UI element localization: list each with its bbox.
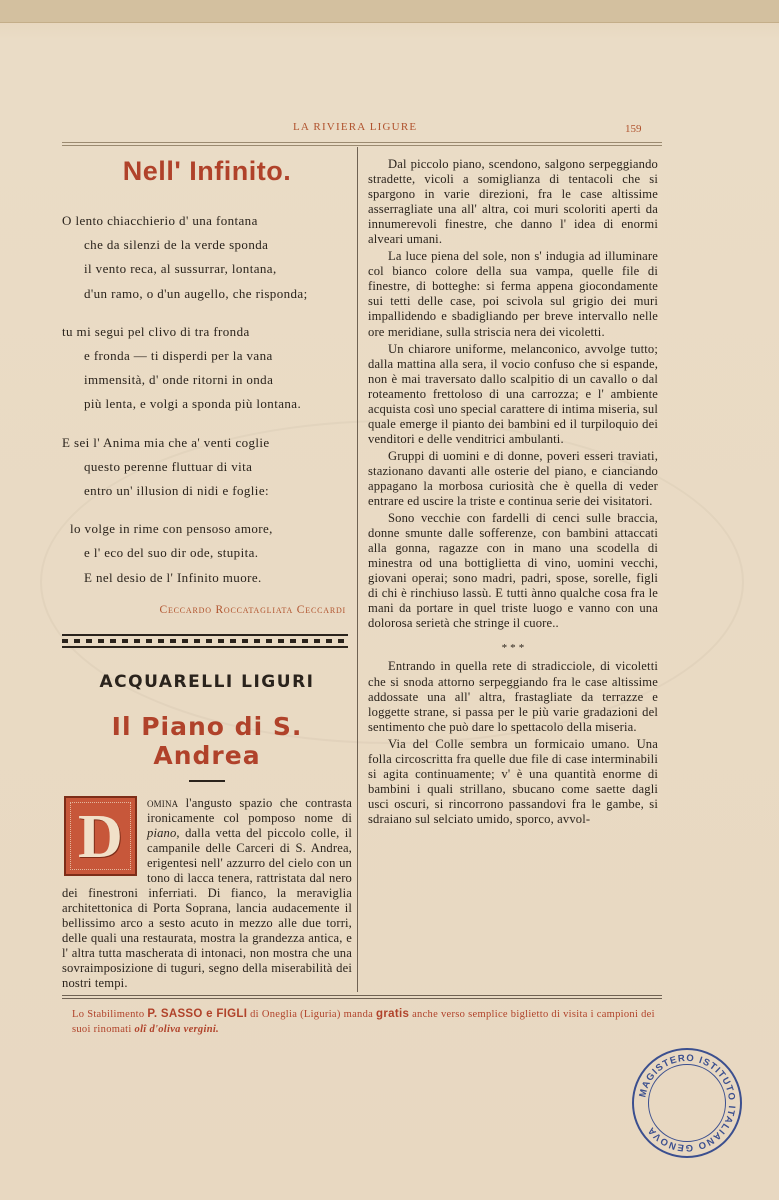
article-paragraph: Dal piccolo piano, scendono, salgono serpeggiando stradette, vicoli a somiglianza di tentacoli che si spargono in varie direzioni, fra le case altissime asserragliate una all' altra, coi muri scoloriti aperti da innumerevoli finestre, che danno l' idea di enormi alveari umani. — [368, 157, 658, 247]
article-paragraph: Via del Colle sembra un formicaio umano. Una folla circoscritta fra quelle due file di case interminabili si agita continuamente; v' è una quantità enorme di bambini i quali strillano, sbucano come saette dagli usci oscuri, si rincorrono passandovi fra le gambe, si sdraiano sul selciato umido, sporco, avvol- — [368, 736, 658, 826]
right-column — [368, 157, 658, 827]
running-head: LA RIVIERA LIGURE — [293, 121, 418, 133]
article-paragraph: La luce piena del sole, non s' indugia ad illuminare col bianco colore della sua vampa, quelle file di finestre, di botteghe: si ferma appena giocondamente sui tetti delle case, poi scivola sul grigio dei muri impallidendo e sbadigliando per breve intervallo nelle ore meridiane, sulla striscia nera dei vicoletti. — [368, 249, 658, 339]
poem-line: e fronda — ti disperdi per la vana — [84, 348, 273, 364]
advert-text: di Oneglia (Liguria) manda — [247, 1009, 377, 1020]
advert-company: P. SASSO e FIGLI — [147, 1008, 248, 1020]
svg-text:MAGISTERO ISTITUTO ITALIANO GE — [637, 1053, 737, 1153]
poem-line: E sei l' Anima mia che a' venti coglie — [62, 434, 270, 450]
article-left-text — [62, 796, 352, 992]
stamp-text: MAGISTERO ISTITUTO ITALIANO GENOVA — [637, 1052, 738, 1154]
dropcap-letter: D — [78, 802, 123, 871]
poem-title: Nell' Infinito. — [122, 156, 292, 186]
article-paragraph: Un chiarore uniforme, melanconico, avvolge tutto; dalla mattina alla sera, il vocio confuso che si espande, non è mai traversato dallo scalpitio di un cavallo o dal roteamento frettoloso di una carrozza; e l' ambiente acquista così uno special carattere di intima miseria, sul quale emerge il pianto dei bambini ed il turpiloquio dei venditori e delle venditrici ambulanti. — [368, 341, 658, 446]
poem-line: entro un' illusion di nidi e foglie: — [84, 483, 269, 499]
lead-word: omina — [147, 795, 179, 810]
advert-gratis: gratis — [376, 1008, 410, 1020]
poem-line: tu mi segui pel clivo di tra fronda — [62, 323, 250, 339]
poem-line: d'un ramo, o d'un augello, che risponda; — [84, 285, 308, 301]
poem-line: il vento reca, al sussurrar, lontana, — [84, 261, 277, 277]
page-top-edge — [0, 0, 779, 23]
article-paragraph: Sono vecchie con fardelli di cenci sulle braccia, donne smunte dalle sofferenze, con bambini attaccati alla gonna, ragazze con in mano una scodella di minestra od una bottiglietta di vino, uomini vecchi, giovani operai; sono madri, padri, spose, sorelle, figli di chi è rinchiuso lassù. E tutti ànno qualche cosa fra le mani da portare in quel triste luogo e vanno con una dolorosa serietà che stringe il cuore.. — [368, 511, 658, 631]
poem-line: più lenta, e volgi a sponda più lontana. — [84, 396, 302, 412]
section-title: ACQUARELLI LIGURI — [99, 671, 315, 692]
poem-line: E nel desio de l' Infinito muore. — [84, 569, 262, 585]
advert-text: Lo Stabilimento — [72, 1009, 148, 1020]
dropcap-illumination — [64, 796, 137, 876]
emphasis-word: piano, — [147, 825, 180, 840]
poem-line: lo volge in rime con pensoso amore, — [70, 521, 273, 537]
advert-product: olî d'oliva vergini. — [134, 1024, 219, 1035]
footer-rule — [62, 995, 662, 999]
text-run: dalla vetta del piccolo colle, il campanile delle Carceri di S. Andrea, erigentesi nell' azzurro del cielo con un tono di lacca tenera, rattristata dal nero dei finestroni inferriati. Di fianco, la meraviglia architettonica di Porta Soprana, lancia audacemente il bellissimo arco a sesto acuto in mezzo alle due torri, delle quali una restaurata, mostra la grandezza antica, e l' altra tutta mascherata di intonaci, non mostra che una sovraimposizione di tuguri, segno della miserabilità dei nostri tempi. — [62, 825, 352, 991]
left-column — [62, 150, 352, 991]
poem-signature: Ceccardo Roccatagliata Ceccardi — [159, 603, 346, 616]
article-paragraph: Entrando in quella rete di stradicciole, di vicoletti che si snoda attorno serpeggiando fra le case altissime addossate una all' altra, frastagliate da terrazze e loggette strane, si passa per le più varie gradazioni del sentimento che può dare lo spettacolo della miseria. — [368, 659, 658, 734]
page-number: 159 — [625, 123, 642, 135]
poem-stanza — [62, 517, 352, 590]
asterism: * * * — [501, 642, 525, 655]
article-right-text — [368, 157, 658, 827]
article-paragraph: Gruppi di uomini e di donne, poveri esseri traviati, stazionano davanti alle osterie del piano, e cianciando appagano la morbosa curiosità che è quella di veder entrare ed uscire la triste e continua serie dei visitatori. — [368, 448, 658, 509]
title-rule — [189, 780, 225, 782]
text-run: l'angusto spazio che contrasta ironicamente col pomposo nome di — [147, 795, 352, 825]
poem-line: e l' eco del suo dir ode, stupita. — [84, 545, 259, 561]
article-paragraph — [62, 796, 352, 992]
ornamental-divider — [62, 634, 348, 648]
poem-stanza — [62, 209, 352, 306]
advertisement — [72, 1007, 662, 1037]
poem-line: immensità, d' onde ritorni in onda — [84, 372, 274, 388]
article-title: Il Piano di S. Andrea — [111, 711, 303, 770]
poem-line: O lento chiacchierio d' una fontana — [62, 213, 258, 228]
advert-text: anche verso semplice biglietto di visita i campioni dei suoi rinomati — [72, 1009, 655, 1035]
column-divider — [357, 147, 358, 992]
header-rule — [62, 142, 662, 146]
poem-line: questo perenne fluttuar di vita — [84, 458, 253, 474]
poem-stanza — [62, 431, 352, 504]
poem-line: che da silenzi de la verde sponda — [84, 237, 269, 253]
stamp-lettering — [632, 1048, 742, 1158]
library-stamp — [632, 1048, 742, 1158]
poem-stanza — [62, 320, 352, 417]
